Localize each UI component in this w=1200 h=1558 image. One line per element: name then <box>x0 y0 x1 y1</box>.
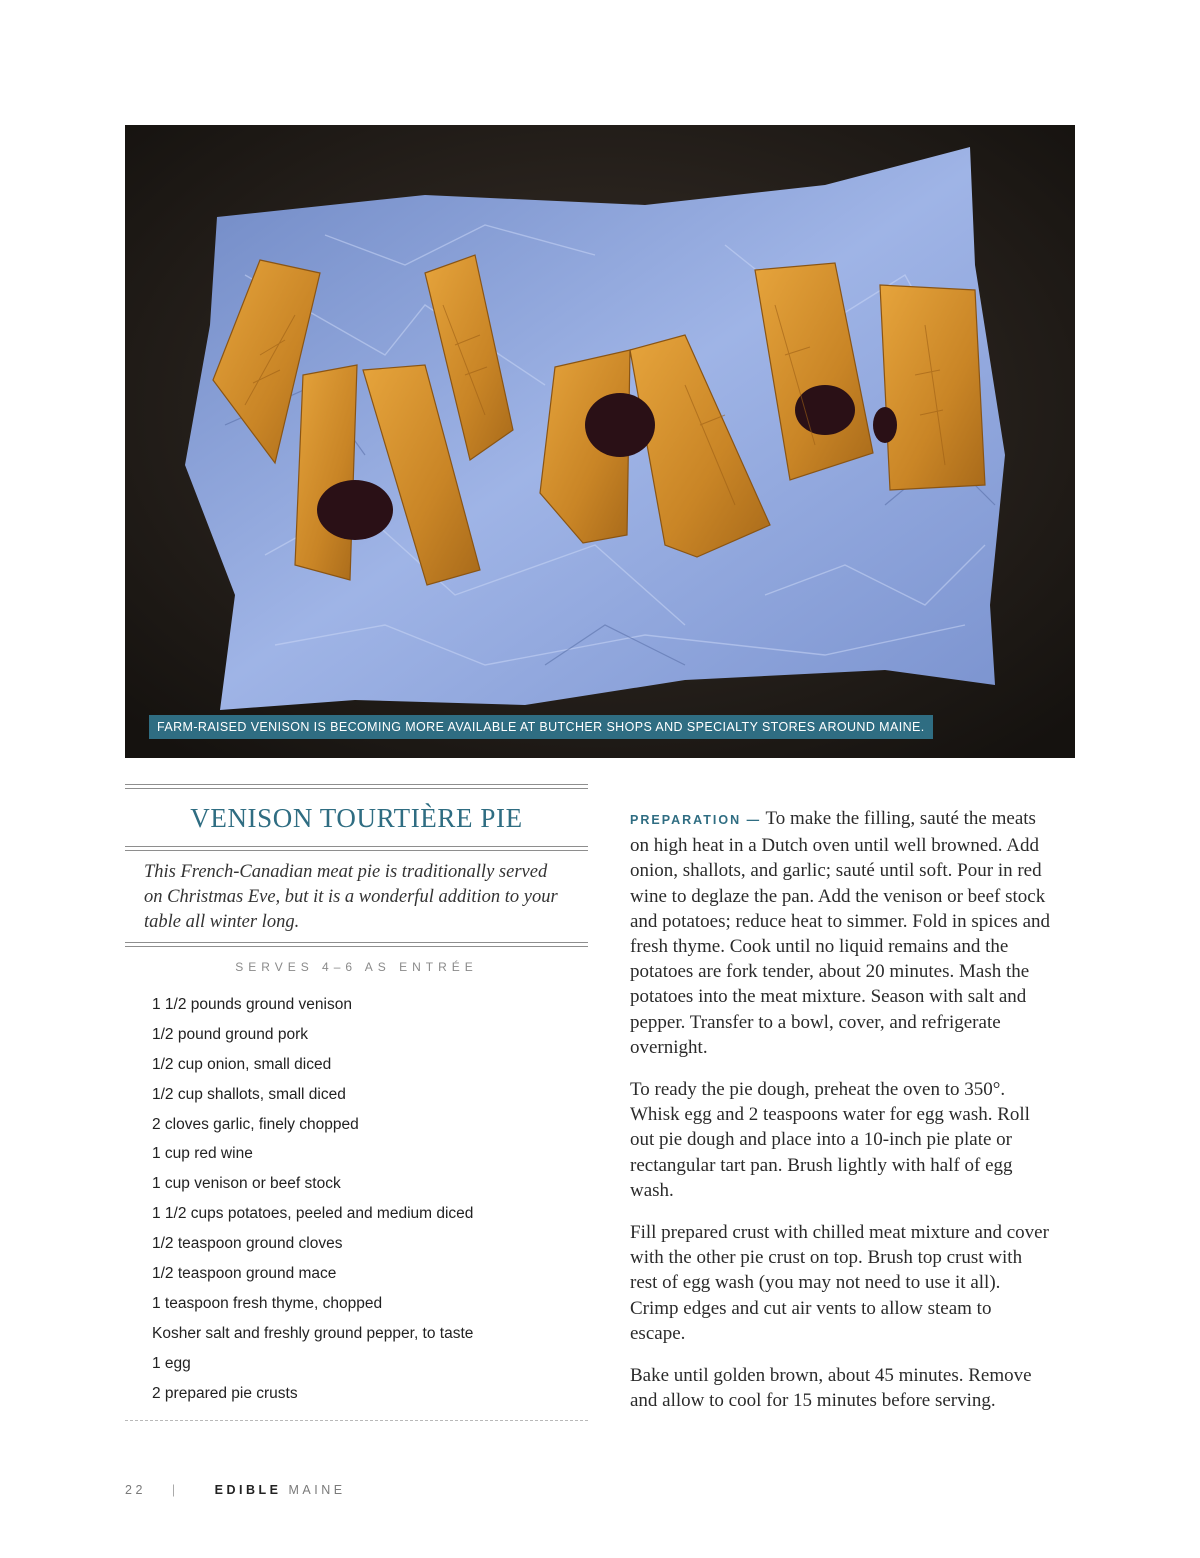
ingredient-item: 1/2 teaspoon ground mace <box>152 1265 337 1283</box>
brand-name-bold: EDIBLE <box>214 1483 282 1497</box>
page-footer <box>125 1483 346 1497</box>
ingredient-item: 1/2 cup onion, small diced <box>152 1055 332 1073</box>
preparation-paragraph <box>630 806 1050 1060</box>
preparation-paragraph: Bake until golden brown, about 45 minutes. Remove and allow to cool for 15 minutes before serving. <box>630 1365 1032 1412</box>
ingredient-item: 2 cloves garlic, finely chopped <box>152 1115 359 1133</box>
ingredient-item: 1 egg <box>152 1354 191 1372</box>
ingredient-item: 1 1/2 cups potatoes, peeled and medium diced <box>152 1205 474 1223</box>
recipe-title: VENISON TOURTIÈRE PIE <box>190 803 523 833</box>
ingredient-list <box>152 993 473 1411</box>
preparation-label: PREPARATION — <box>630 813 762 827</box>
ingredient-item: 1/2 teaspoon ground cloves <box>152 1235 343 1253</box>
page-number: 22 <box>125 1483 146 1497</box>
ingredient-item: 1/2 cup shallots, small diced <box>152 1085 346 1103</box>
ingredient-item: Kosher salt and freshly ground pepper, to taste <box>152 1324 474 1342</box>
ingredients-bottom-rule <box>125 1420 588 1421</box>
ingredient-item: 1 1/2 pounds ground venison <box>152 996 352 1013</box>
ingredient-item: 1 cup venison or beef stock <box>152 1175 341 1193</box>
servings-label: SERVES 4–6 AS ENTRÉE <box>235 960 478 974</box>
ingredient-item: 1 cup red wine <box>152 1145 253 1163</box>
preparation-paragraph: Fill prepared crust with chilled meat mixture and cover with the other pie crust on top. Brush top crust with rest of egg wash (you may not need to use it all). Crimp edges and cut air vents to allow steam to escape. <box>630 1222 1049 1344</box>
intro-bottom-rule <box>125 942 588 947</box>
preparation-text: To make the filling, sauté the meats on high heat in a Dutch oven until well browned. Add onion, shallots, and garlic; sauté until soft. Pour in red wine to deglaze the pan. Add the venison or beef stock and potatoes; reduce heat to simmer. Fold in spices and fresh thyme. Cook until no liquid remains and the potatoes are fork tender, about 20 minutes. Mash the potatoes into the meat mixture. Season with salt and pepper. Transfer to a bowl, cover, and refrigerate overnight. <box>630 808 1051 1058</box>
preparation-paragraph: To ready the pie dough, preheat the oven to 350°. Whisk egg and 2 teaspoons water for egg wash. Roll out pie dough and place into a 10-inch pie plate or rectangular tart pan. Brush lightly with half of egg wash. <box>630 1079 1030 1201</box>
title-bottom-rule <box>125 846 588 851</box>
hero-photo <box>125 125 1075 758</box>
recipe-intro: This French-Canadian meat pie is traditionally served on Christmas Eve, but it is a wonderful addition to your table all winter long. <box>144 862 558 932</box>
ingredient-item: 1/2 pound ground pork <box>152 1025 308 1043</box>
preparation-section <box>630 806 1050 1430</box>
footer-separator: | <box>171 1483 179 1497</box>
photo-caption: FARM-RAISED VENISON IS BECOMING MORE AVAILABLE AT BUTCHER SHOPS AND SPECIALTY STORES AROUND MAINE. <box>149 715 933 739</box>
ingredient-item: 2 prepared pie crusts <box>152 1384 298 1402</box>
title-top-rule <box>125 784 588 789</box>
venison-pie-slices-image <box>125 125 1075 758</box>
ingredient-item: 1 teaspoon fresh thyme, chopped <box>152 1294 383 1312</box>
brand-name-rest: MAINE <box>288 1483 346 1497</box>
